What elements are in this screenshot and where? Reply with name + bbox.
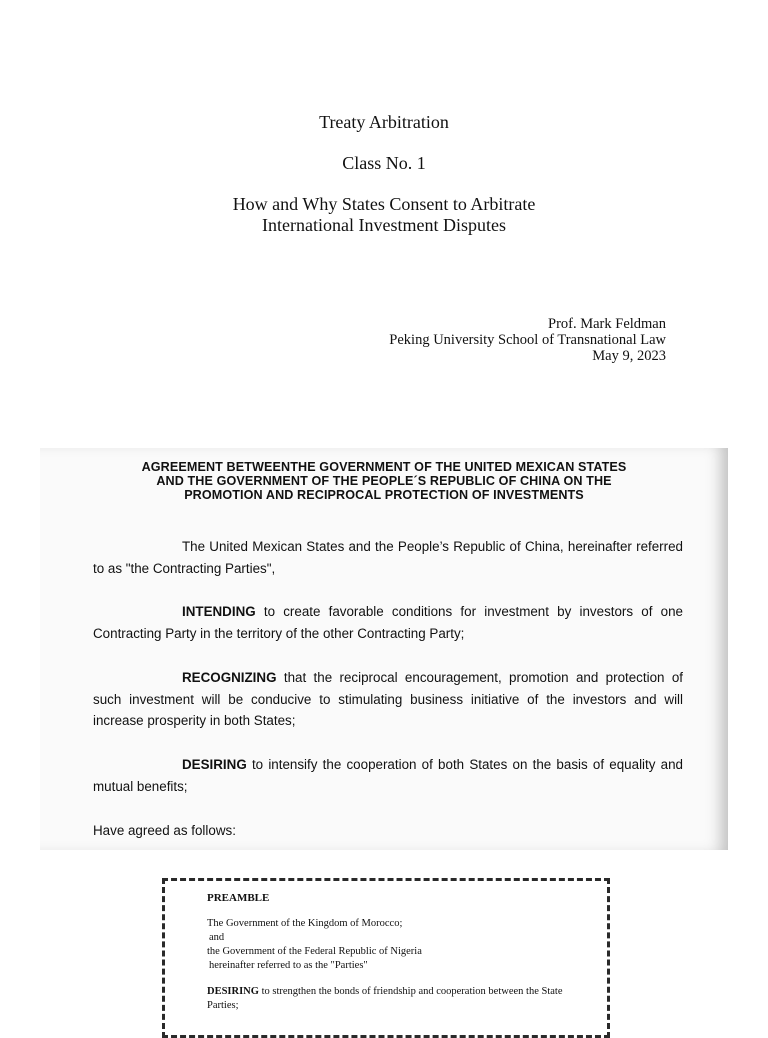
- agreement-title-line-1: AGREEMENT BETWEENTHE GOVERNMENT OF THE UNITED MEXICAN STATES: [141, 460, 627, 474]
- desiring-text: [93, 754, 683, 797]
- recognizing-keyword: RECOGNIZING: [182, 670, 277, 685]
- morocco-nigeria-preamble-excerpt: [162, 878, 610, 1038]
- preamble-heading: PREAMBLE: [207, 892, 270, 904]
- recognizing-body: that the reciprocal encouragement, promotion and protection of such investment will be conducive to stimulating business initiative of the investors and will increase prosperity in both States;: [93, 670, 683, 728]
- agreement-title-line-3: PROMOTION AND RECIPROCAL PROTECTION OF INVESTMENTS: [184, 488, 584, 502]
- institution-name: Peking University School of Transnational Law: [389, 332, 666, 348]
- intending-body: to create favorable conditions for investment by investors of one Contracting Party in the territory of the other Contracting Party;: [93, 604, 683, 641]
- intending-paragraph: [93, 601, 683, 644]
- author-block: [389, 316, 666, 364]
- author-name: Prof. Mark Feldman: [548, 316, 666, 332]
- subtitle-line-1: How and Why States Consent to Arbitrate: [232, 194, 536, 214]
- agreement-title-line-2: AND THE GOVERNMENT OF THE PEOPLE´S REPUBLIC OF CHINA ON THE: [156, 474, 612, 488]
- cover-title-block: [0, 112, 768, 236]
- recognizing-text: [93, 667, 683, 732]
- preamble-desiring-text: [207, 985, 587, 1013]
- preamble-content: [207, 891, 587, 1013]
- agreed-text: Have agreed as follows:: [93, 823, 236, 838]
- contracting-parties-paragraph: [93, 536, 683, 579]
- intending-text: [93, 601, 683, 644]
- preamble-line-3: the Government of the Federal Republic of Nigeria: [207, 946, 422, 957]
- subtitle-line-2: International Investment Disputes: [262, 215, 506, 235]
- recognizing-paragraph: [93, 667, 683, 732]
- contracting-parties-text: The United Mexican States and the People’s Republic of China, hereinafter referred to as "the Contracting Parties",: [93, 539, 683, 576]
- preamble-line-1: The Government of the Kingdom of Morocco;: [207, 918, 403, 929]
- intending-keyword: INTENDING: [182, 604, 256, 619]
- preamble-desiring-keyword: DESIRING: [207, 986, 259, 997]
- document-title: Treaty Arbitration: [319, 112, 449, 132]
- preamble-gap: [207, 973, 587, 985]
- agreed-paragraph: [93, 820, 683, 842]
- preamble-line-2: and: [209, 932, 225, 943]
- desiring-body: to intensify the cooperation of both States on the basis of equality and mutual benefits;: [93, 757, 683, 794]
- agreement-title: [40, 460, 728, 502]
- mexico-china-agreement-excerpt: [40, 448, 728, 850]
- presentation-date: May 9, 2023: [592, 348, 666, 364]
- preamble-desiring-body: to strengthen the bonds of friendship and cooperation between the State Parties;: [207, 986, 563, 1011]
- desiring-paragraph: [93, 754, 683, 797]
- preamble-line-4: hereinafter referred to as the "Parties": [209, 960, 368, 971]
- class-number: Class No. 1: [342, 153, 426, 173]
- desiring-keyword: DESIRING: [182, 757, 247, 772]
